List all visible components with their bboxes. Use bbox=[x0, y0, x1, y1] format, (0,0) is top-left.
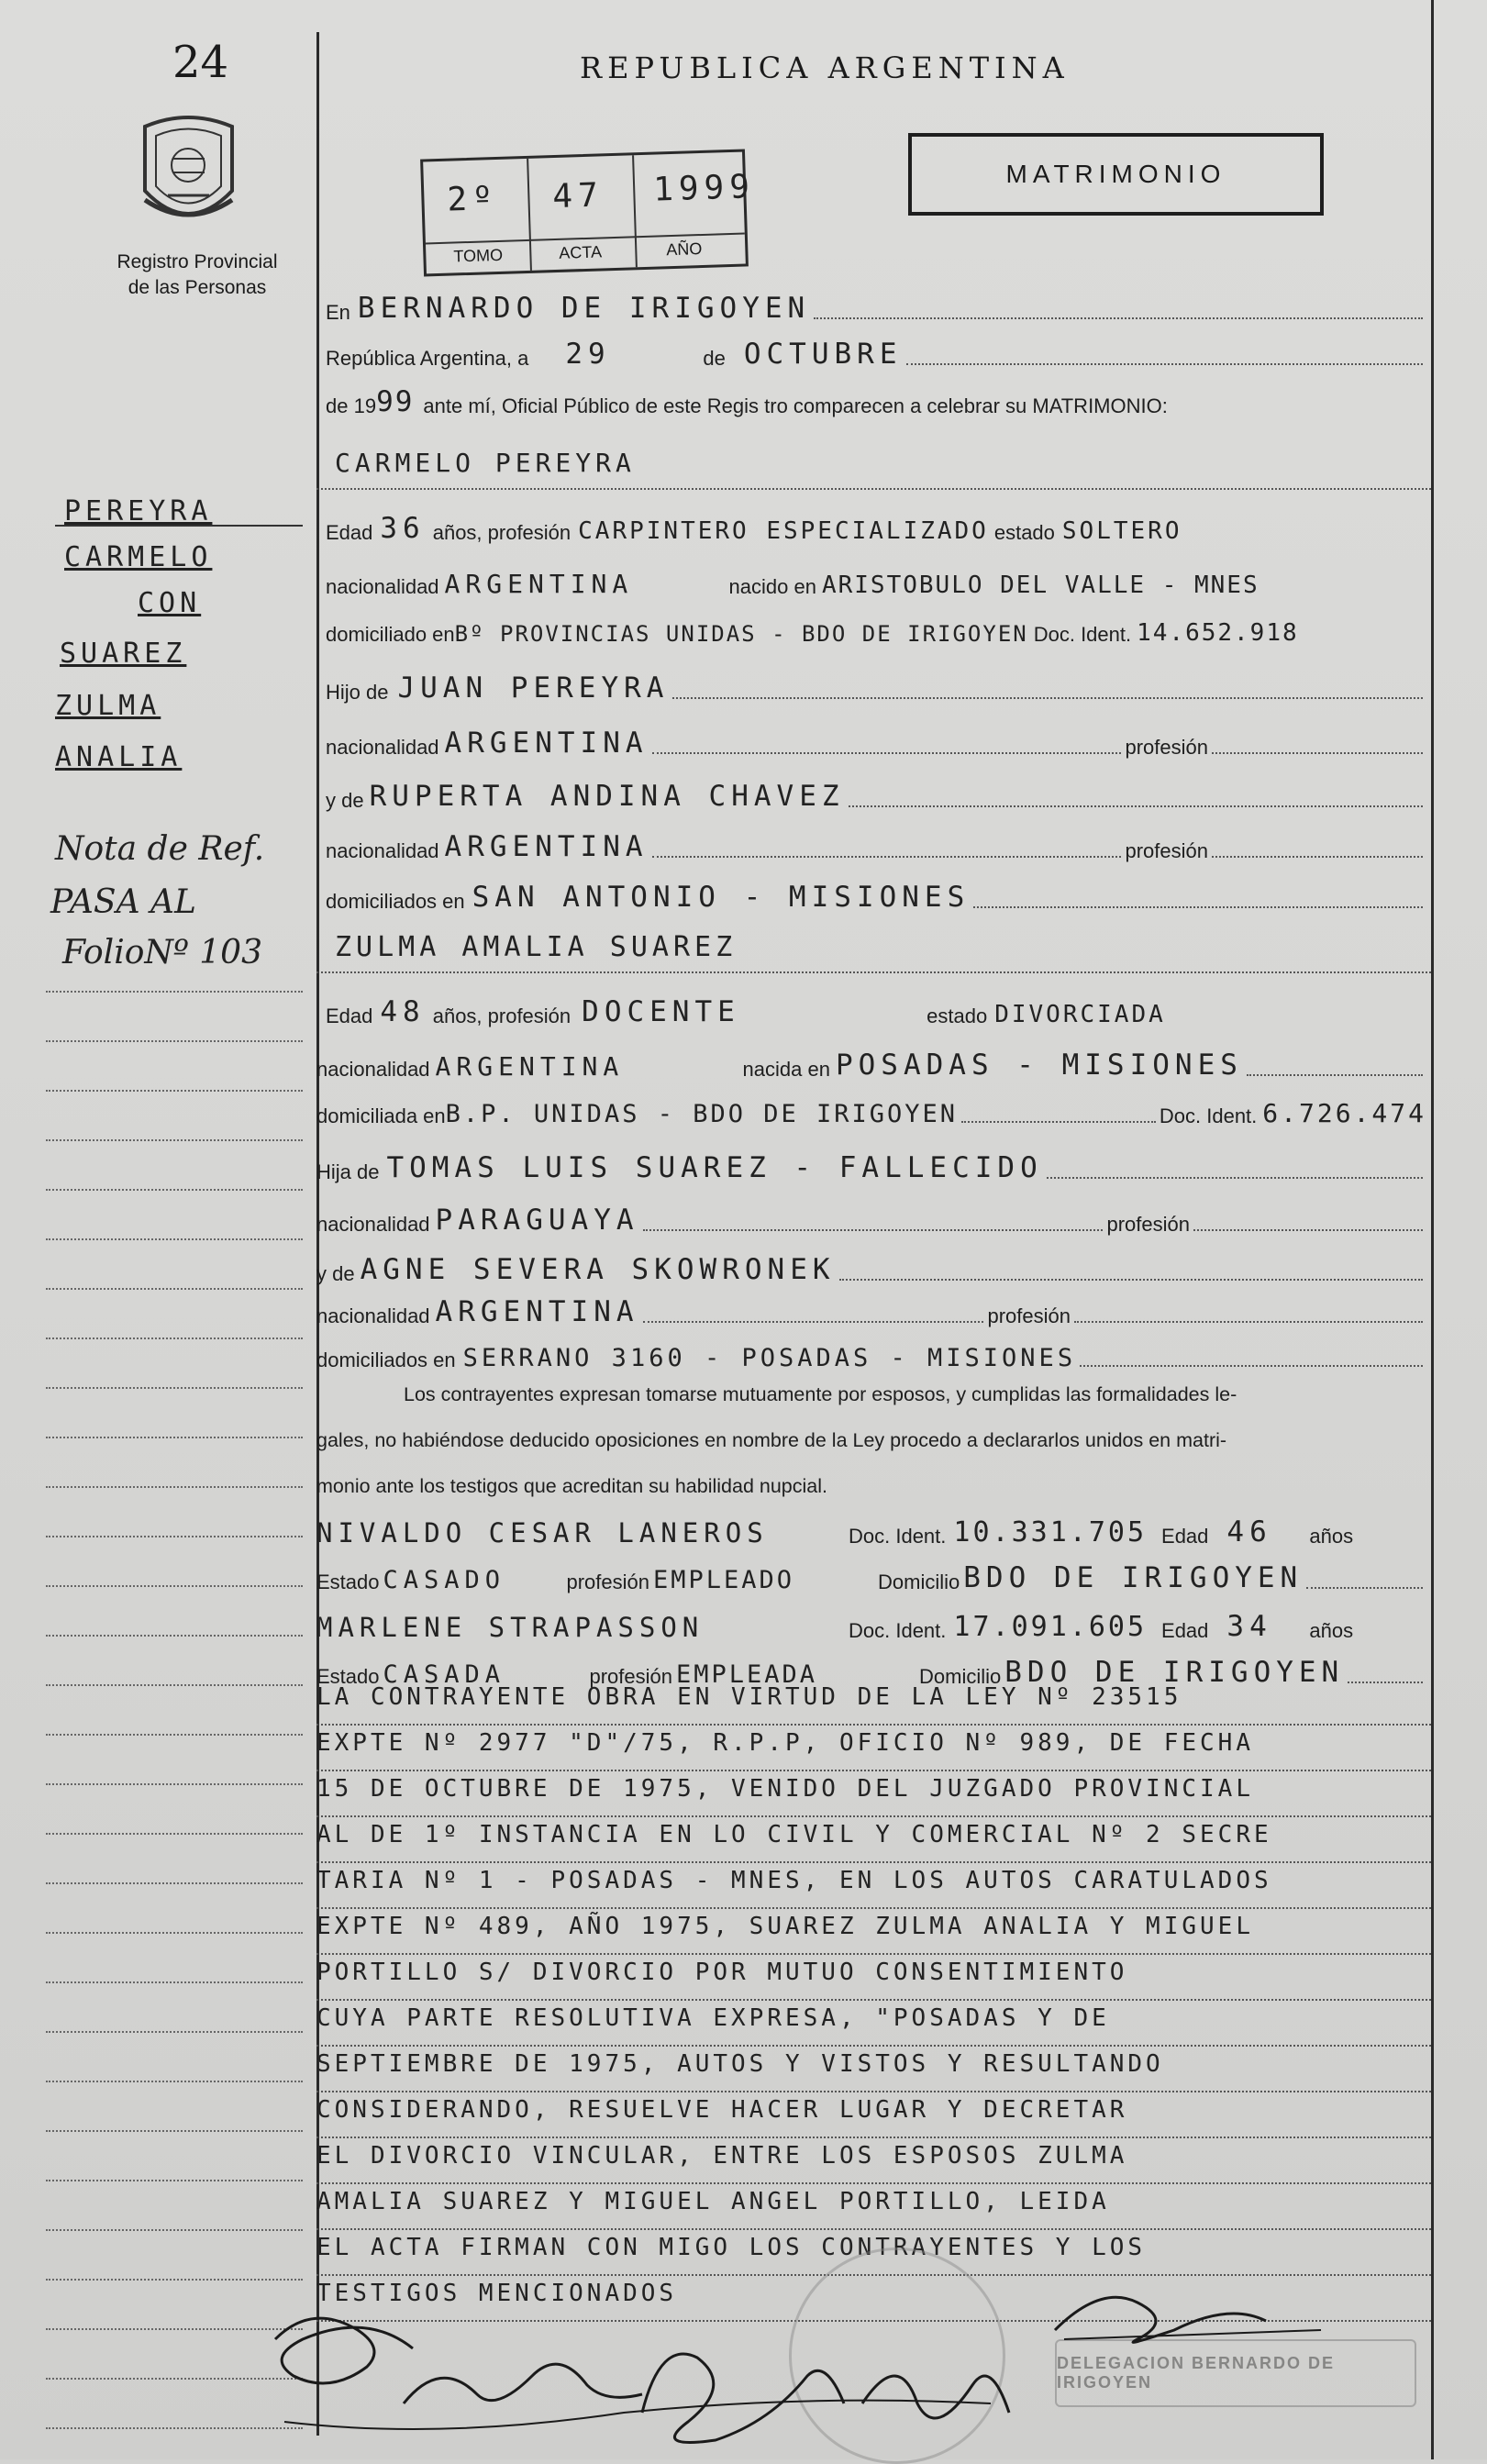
groom-doc: 14.652.918 bbox=[1137, 619, 1299, 647]
margin-groom-name: CARMELO bbox=[64, 541, 213, 573]
note-line bbox=[316, 2096, 1431, 2138]
note-text: TARIA Nº 1 - POSADAS - MNES, EN LOS AUTOS CARATULADOS bbox=[316, 1867, 1272, 1894]
margin-rule bbox=[46, 1238, 303, 1240]
marriage-month: OCTUBRE bbox=[743, 338, 903, 371]
bride-status: DIVORCIADA bbox=[994, 1001, 1166, 1028]
witness2-profession: EMPLEADA bbox=[676, 1660, 818, 1689]
margin-rule bbox=[46, 1833, 303, 1835]
bride-father-nationality: PARAGUAYA bbox=[435, 1204, 639, 1237]
intro-text-row: de 19 99 ante mí, Oficial Público de este Regis tro comparecen a celebrar su MATRIMONIO: bbox=[326, 385, 1168, 418]
groom-name: CARMELO PEREYRA bbox=[335, 448, 636, 478]
bride-age: 48 bbox=[380, 995, 426, 1028]
margin-rule bbox=[46, 1635, 303, 1637]
margin-rule bbox=[46, 2130, 303, 2132]
margin-bride-surname: SUAREZ bbox=[60, 638, 187, 670]
note-line bbox=[316, 1821, 1431, 1863]
note-line bbox=[316, 2188, 1431, 2230]
groom-age: 36 bbox=[380, 512, 426, 545]
acta-label: ACTA bbox=[559, 242, 603, 262]
signatures bbox=[257, 2266, 1431, 2459]
doc-type: MATRIMONIO bbox=[1005, 160, 1226, 188]
bride-mother-row: y de AGNE SEVERA SKOWRONEK bbox=[316, 1253, 1426, 1286]
note-text: CUYA PARTE RESOLUTIVA EXPRESA, "POSADAS Y DE bbox=[316, 2004, 1110, 2032]
note-text: SEPTIEMBRE DE 1975, AUTOS Y VISTOS Y RESULTANDO bbox=[316, 2050, 1164, 2078]
groom-nat-row: nacionalidad ARGENTINA nacido en ARISTOBULO DEL VALLE - MNES bbox=[326, 569, 1260, 599]
margin-groom-surname: PEREYRA bbox=[64, 495, 213, 527]
margin-rule bbox=[46, 1486, 303, 1488]
provincial-seal bbox=[136, 108, 241, 237]
bride-birthplace: POSADAS - MISIONES bbox=[835, 1049, 1243, 1082]
groom-status: SOLTERO bbox=[1061, 517, 1182, 545]
note-text: 15 DE OCTUBRE DE 1975, VENIDO DEL JUZGADO PROVINCIAL bbox=[316, 1775, 1254, 1803]
stamp-text: DELEGACION BERNARDO DE IRIGOYEN bbox=[1057, 2354, 1336, 2392]
note-line bbox=[316, 1867, 1431, 1909]
country-title: REPUBLICA ARGENTINA bbox=[580, 50, 1070, 85]
bride-father: TOMAS LUIS SUAREZ - FALLECIDO bbox=[386, 1151, 1043, 1184]
margin-rule bbox=[46, 1090, 303, 1092]
note-line bbox=[316, 2050, 1431, 2092]
margin-rule bbox=[46, 1189, 303, 1191]
note-text: TESTIGOS MENCIONADOS bbox=[316, 2280, 678, 2307]
margin-rule bbox=[46, 1536, 303, 1537]
margin-rule bbox=[46, 1040, 303, 1042]
witness1-doc: 10.331.705 bbox=[953, 1516, 1148, 1548]
note-text: CONSIDERANDO, RESUELVE HACER LUGAR Y DECRETAR bbox=[316, 2096, 1128, 2124]
declaration-line-3: monio ante los testigos que acreditan su habilidad nupcial. bbox=[316, 1475, 827, 1497]
witness2-doc: 17.091.605 bbox=[953, 1611, 1148, 1643]
margin-rule bbox=[46, 1783, 303, 1785]
note-text: AMALIA SUAREZ Y MIGUEL ANGEL PORTILLO, LEIDA bbox=[316, 2188, 1110, 2215]
note-line bbox=[316, 1729, 1431, 1771]
declaration-line-1: Los contrayentes expresan tomarse mutuamente por esposos, y cumplidas las formalidades le- bbox=[404, 1383, 1237, 1405]
bride-nat-row: nacionalidad ARGENTINA nacida en POSADAS - MISIONES bbox=[316, 1049, 1426, 1082]
tomo-label: TOMO bbox=[453, 245, 504, 266]
marriage-place: BERNARDO DE IRIGOYEN bbox=[357, 292, 811, 325]
act-box bbox=[420, 149, 756, 276]
witness1-status: CASADO bbox=[383, 1566, 506, 1594]
bride-parents-address-row: domiciliados en SERRANO 3160 - POSADAS - MISIONES bbox=[316, 1344, 1426, 1372]
groom-parents-address-row: domiciliados en SAN ANTONIO - MISIONES bbox=[326, 881, 1426, 914]
groom-father-row: Hijo de JUAN PEREYRA bbox=[326, 671, 1426, 705]
doc-type-box bbox=[908, 133, 1324, 216]
margin-rule bbox=[46, 1882, 303, 1884]
witness1-row: NIVALDO CESAR LANEROS Doc. Ident. 10.331.705 Edad 46 años bbox=[316, 1515, 1354, 1548]
bride-age-row: Edad 48 años, profesión DOCENTE estado DIVORCIADA bbox=[326, 995, 1166, 1028]
witness1-name: NIVALDO CESAR LANEROS bbox=[316, 1517, 769, 1548]
note-line bbox=[316, 1913, 1431, 1955]
groom-father-nationality: ARGENTINA bbox=[444, 727, 649, 760]
groom-mother: RUPERTA ANDINA CHAVEZ bbox=[369, 780, 845, 813]
bride-mother: AGNE SEVERA SKOWRONEK bbox=[360, 1253, 836, 1286]
margin-rule bbox=[46, 1437, 303, 1438]
margin-note-folio: FolioNº 103 bbox=[62, 934, 262, 971]
groom-nationality: ARGENTINA bbox=[444, 569, 634, 599]
acta-value: 47 bbox=[551, 176, 605, 216]
note-text: EXPTE Nº 489, AÑO 1975, SUAREZ ZULMA ANALIA Y MIGUEL bbox=[316, 1913, 1254, 1940]
groom-address: Bº PROVINCIAS UNIDAS - BDO DE IRIGOYEN bbox=[454, 621, 1028, 647]
witness2-row: MARLENE STRAPASSON Doc. Ident. 17.091.605 Edad 34 años bbox=[316, 1610, 1354, 1643]
margin-rule bbox=[46, 1932, 303, 1934]
note-text: EXPTE Nº 2977 "D"/75, R.P.P, OFICIO Nº 989, DE FECHA bbox=[316, 1729, 1254, 1757]
margin-rule bbox=[46, 1139, 303, 1141]
groom-mother-row: y de RUPERTA ANDINA CHAVEZ bbox=[326, 780, 1426, 813]
margin-rule bbox=[46, 1585, 303, 1587]
bride-address: B.P. UNIDAS - BDO DE IRIGOYEN bbox=[445, 1100, 959, 1128]
margin-rule bbox=[46, 2180, 303, 2181]
note-line bbox=[316, 2004, 1431, 2047]
bride-mother-nationality: ARGENTINA bbox=[435, 1295, 639, 1328]
witness2-address: BDO DE IRIGOYEN bbox=[1004, 1656, 1345, 1689]
marriage-day: 29 bbox=[565, 338, 611, 371]
note-text: AL DE 1º INSTANCIA EN LO CIVIL Y COMERCIAL Nº 2 SECRE bbox=[316, 1821, 1272, 1848]
witness1-address: BDO DE IRIGOYEN bbox=[963, 1561, 1304, 1594]
margin-rule bbox=[46, 1288, 303, 1290]
tomo-value: 2º bbox=[446, 179, 499, 219]
note-text: LA CONTRAYENTE OBRA EN VIRTUD DE LA LEY Nº 23515 bbox=[316, 1683, 1182, 1711]
witness2-status: CASADA bbox=[383, 1660, 506, 1689]
margin-rule bbox=[46, 1337, 303, 1339]
margin-rule bbox=[46, 1684, 303, 1686]
witness2-name: MARLENE STRAPASSON bbox=[316, 1612, 705, 1643]
groom-mother-nat-row: nacionalidad ARGENTINA profesión bbox=[326, 830, 1426, 863]
intro-date-row: República Argentina, a 29 de OCTUBRE bbox=[326, 338, 1426, 371]
bride-parents-address: SERRANO 3160 - POSADAS - MISIONES bbox=[462, 1344, 1077, 1372]
note-text: EL ACTA FIRMAN CON MIGO LOS CONTRAYENTES Y LOS bbox=[316, 2234, 1147, 2261]
bride-name: ZULMA AMALIA SUAREZ bbox=[335, 931, 738, 963]
witness2-age: 34 bbox=[1226, 1610, 1272, 1643]
margin-rule bbox=[46, 2031, 303, 2033]
bride-nationality: ARGENTINA bbox=[435, 1051, 625, 1082]
margin-rule bbox=[46, 1981, 303, 1983]
witness1-profession: EMPLEADO bbox=[653, 1566, 795, 1594]
witness1-age: 46 bbox=[1226, 1515, 1272, 1548]
marriage-year: 99 bbox=[376, 385, 415, 418]
note-text: PORTILLO S/ DIVORCIO POR MUTUO CONSENTIMIENTO bbox=[316, 1959, 1128, 1986]
margin-rule bbox=[46, 991, 303, 993]
note-text: EL DIVORCIO VINCULAR, ENTRE LOS ESPOSOS ZULMA bbox=[316, 2142, 1128, 2170]
bride-address-row: domiciliada en B.P. UNIDAS - BDO DE IRIGOYEN Doc. Ident. 6.726.474 bbox=[316, 1098, 1426, 1128]
intro-place-row: En BERNARDO DE IRIGOYEN bbox=[326, 292, 1426, 325]
page-number: 24 bbox=[172, 37, 229, 88]
ano-label: AÑO bbox=[665, 239, 703, 260]
margin-note-ref: Nota de Ref. bbox=[55, 830, 265, 868]
groom-mother-nationality: ARGENTINA bbox=[444, 830, 649, 863]
bride-father-row: Hija de TOMAS LUIS SUAREZ - FALLECIDO bbox=[316, 1151, 1426, 1184]
groom-name-line bbox=[316, 448, 1431, 490]
declaration-line-2: gales, no habiéndose deducido oposiciones en nombre de la Ley procedo a declararlos unidos en matri- bbox=[316, 1429, 1227, 1451]
groom-age-row: Edad 36 años, profesión CARPINTERO ESPECIALIZADO estado SOLTERO bbox=[326, 512, 1182, 545]
witness1-details-row: Estado CASADO profesión EMPLEADO Domicilio BDO DE IRIGOYEN bbox=[316, 1561, 1426, 1594]
bride-doc: 6.726.474 bbox=[1262, 1098, 1426, 1128]
ano-value: 1999 bbox=[652, 168, 756, 209]
margin-rule bbox=[46, 2081, 303, 2082]
witness2-details-row: Estado CASADA profesión EMPLEADA Domicilio BDO DE IRIGOYEN bbox=[316, 1656, 1426, 1689]
margin-rule bbox=[46, 1734, 303, 1736]
right-border bbox=[1431, 0, 1434, 2459]
margin-bride-name: ZULMA bbox=[55, 690, 161, 722]
groom-birthplace: ARISTOBULO DEL VALLE - MNES bbox=[821, 572, 1260, 599]
margin-bride-name2: ANALIA bbox=[55, 741, 183, 773]
groom-father-nat-row: nacionalidad ARGENTINA profesión bbox=[326, 727, 1426, 760]
margin-rule bbox=[46, 2229, 303, 2231]
note-line bbox=[316, 2142, 1431, 2184]
margin-con: CON bbox=[138, 587, 202, 619]
bride-father-nat-row: nacionalidad PARAGUAYA profesión bbox=[316, 1204, 1426, 1237]
margin-note-pasa: PASA AL bbox=[50, 883, 196, 921]
groom-address-row: domiciliado en Bº PROVINCIAS UNIDAS - BDO DE IRIGOYEN Doc. Ident. 14.652.918 bbox=[326, 619, 1299, 647]
note-line bbox=[316, 1959, 1431, 2001]
groom-profession: CARPINTERO ESPECIALIZADO bbox=[578, 517, 989, 545]
registry-name: Registro Provincial de las Personas bbox=[117, 251, 278, 298]
note-line bbox=[316, 1683, 1431, 1726]
groom-parents-address: SAN ANTONIO - MISIONES bbox=[472, 881, 971, 914]
note-line bbox=[316, 1775, 1431, 1817]
bride-mother-nat-row: nacionalidad ARGENTINA profesión bbox=[316, 1295, 1426, 1328]
groom-father: JUAN PEREYRA bbox=[397, 671, 670, 705]
margin-rule bbox=[46, 1387, 303, 1389]
bride-name-line bbox=[316, 931, 1431, 973]
bride-profession: DOCENTE bbox=[582, 995, 740, 1028]
